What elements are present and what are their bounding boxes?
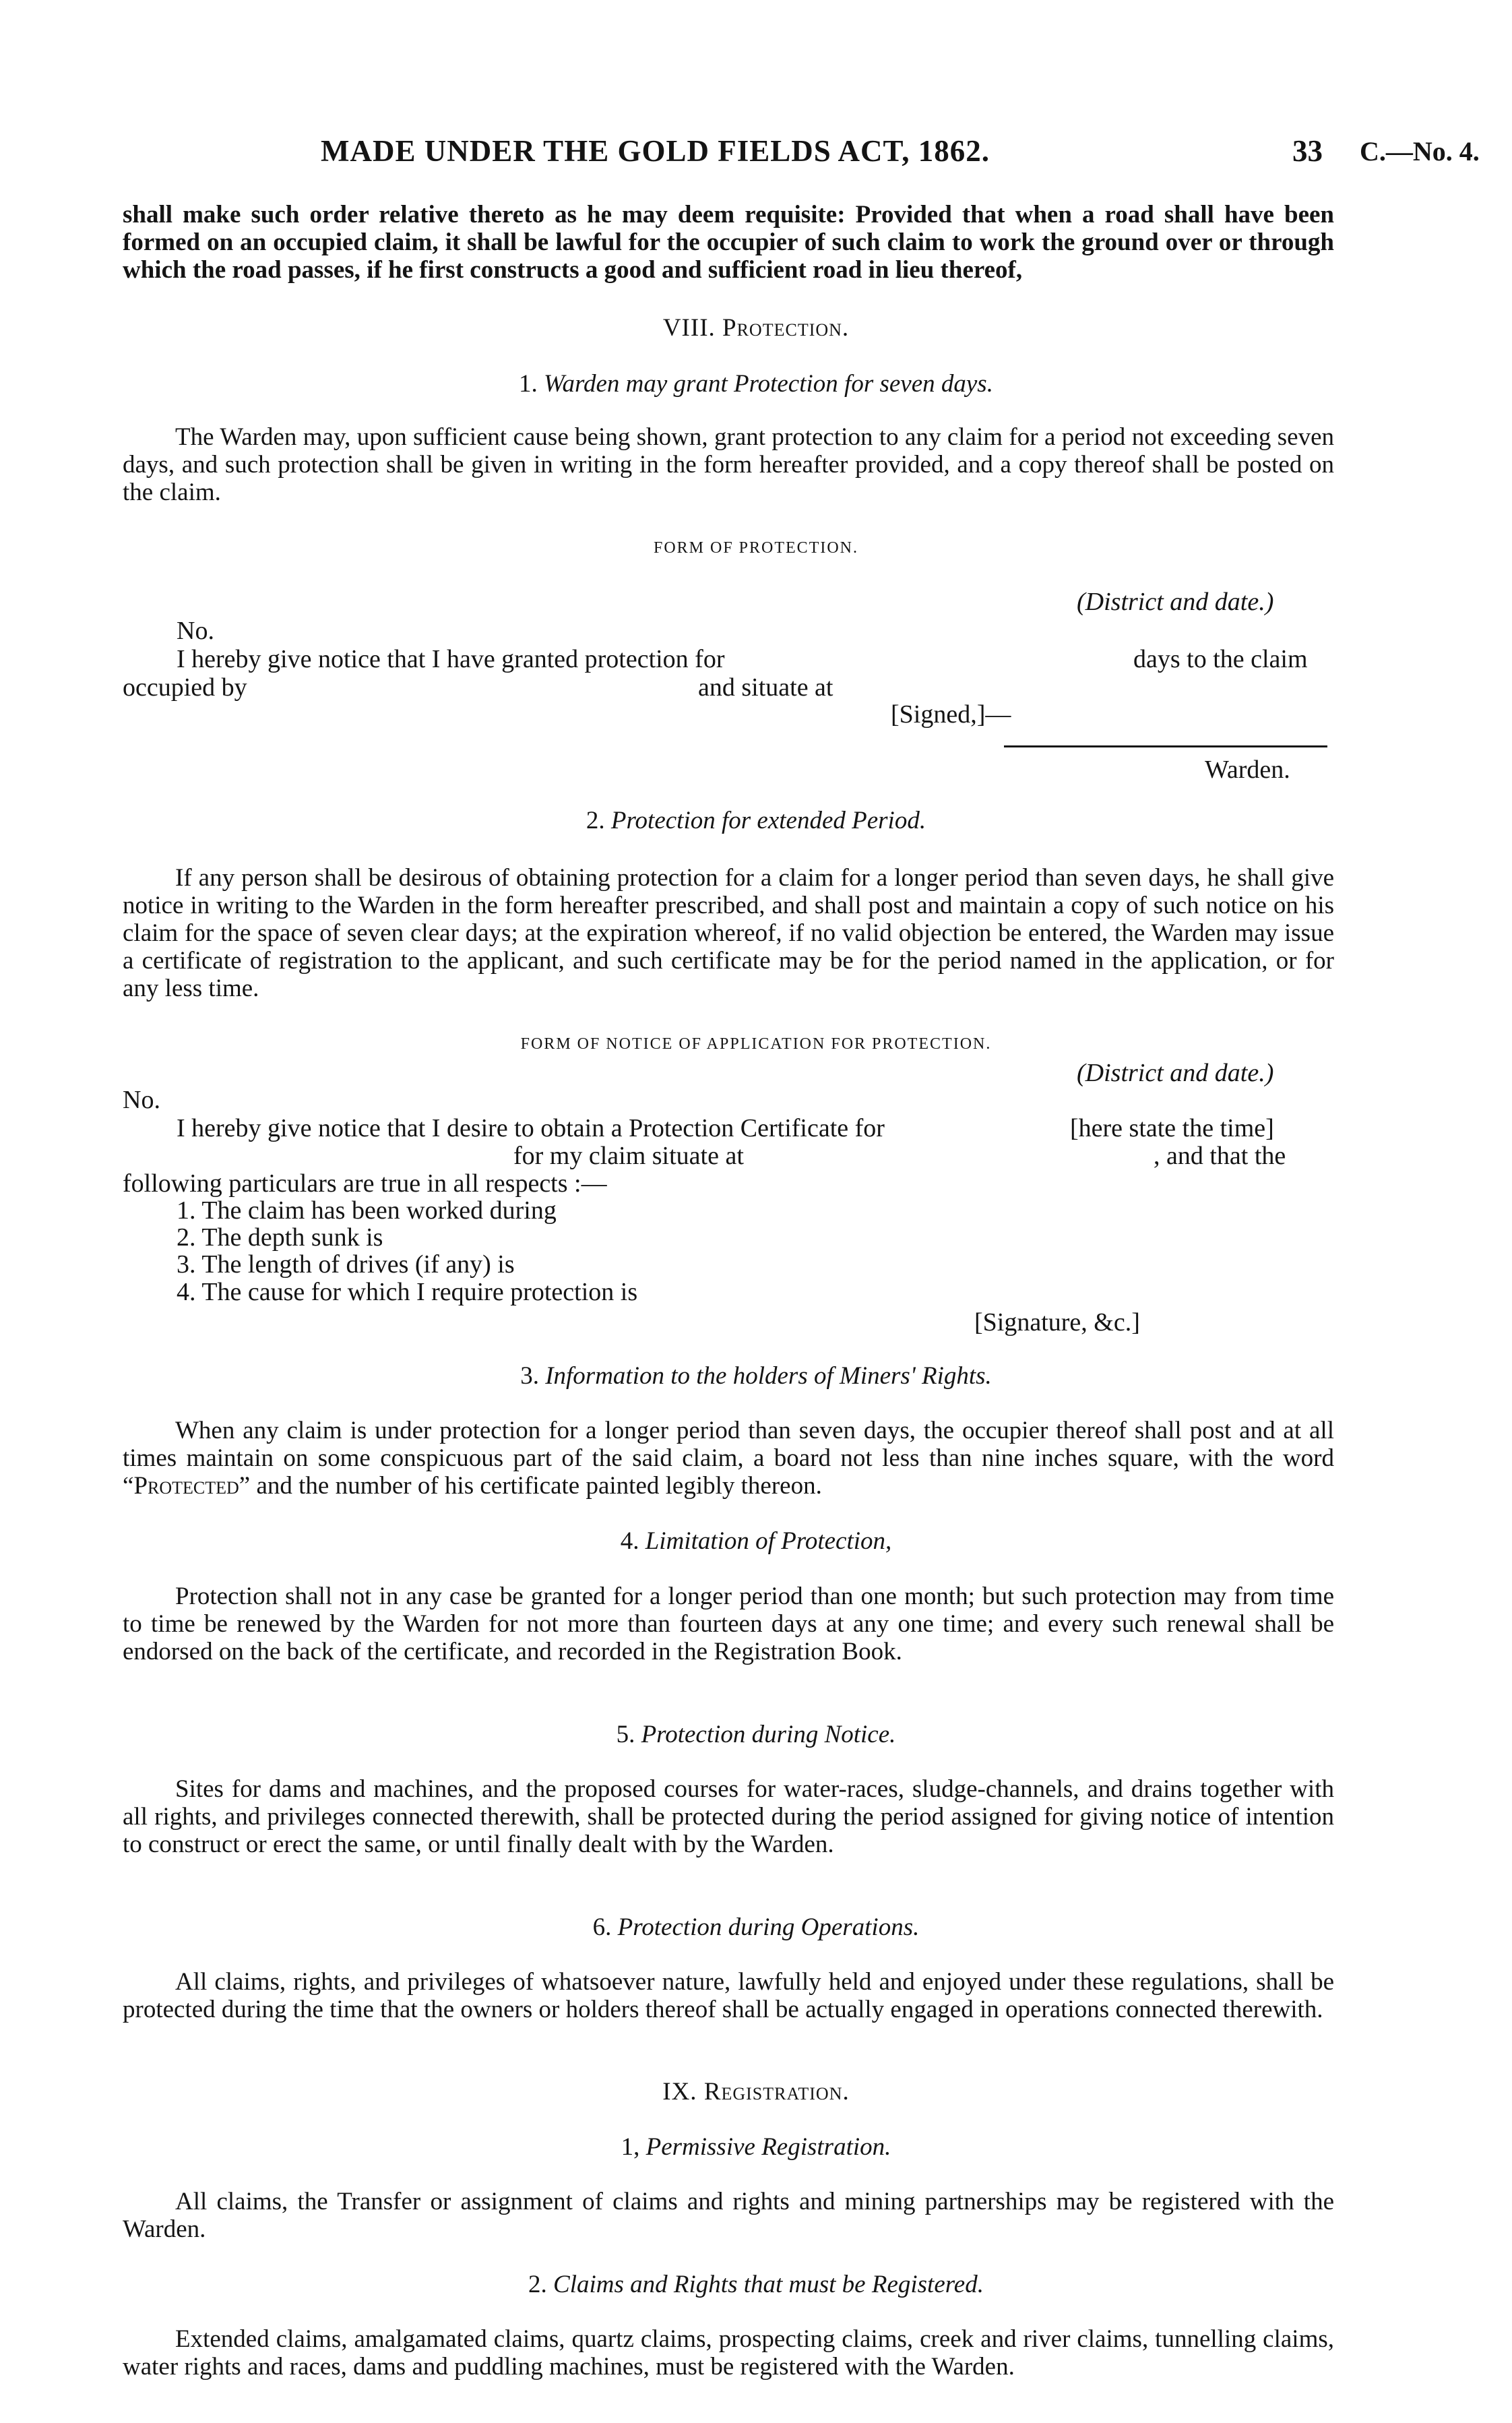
- notice-line-2-b: , and that the: [1154, 1142, 1286, 1170]
- registration-2-paragraph: Extended claims, amalgamated claims, quartz claims, prospecting claims, creek and river claims, tunnelling claims, water rights and races, dams and puddling machines, must be registered with the Warden.: [123, 2325, 1334, 2381]
- subsection-title: Permissive Registration.: [645, 2133, 891, 2161]
- subsection-1-paragraph: The Warden may, upon sufficient cause being shown, grant protection to any claim for a period not exceeding seven days, and such protection shall be given in writing in the form hereafter provided, and a copy thereof shall be posted on the claim.: [123, 423, 1334, 506]
- subsection-title: Claims and Rights that must be Registered.: [553, 2271, 984, 2298]
- subsection-2-paragraph: If any person shall be desirous of obtaining protection for a claim for a longer period than seven days, he shall give notice in writing to the Warden in the form hereafter prescribed, and shall post and maintain a copy of such notice on his claim for the space of seven clear days; at the expiration whereof, if no valid objection be entered, the Warden may issue a certificate of registration to the applicant, and such certificate may be for the period named in the application, or for any less time.: [123, 864, 1334, 1002]
- subsection-heading-5: [0, 1720, 1512, 1749]
- subsection-3-paragraph: [123, 1417, 1334, 1500]
- subsection-title: Protection during Operations.: [617, 1913, 920, 1941]
- notice-item: 2. The depth sunk is: [177, 1223, 383, 1252]
- subsection-number: 2.: [586, 807, 605, 834]
- section-numeral: VIII.: [662, 314, 716, 342]
- subsection-title: Information to the holders of Miners' Rights.: [545, 1362, 992, 1390]
- form-heading-protection: FORM OF PROTECTION.: [653, 539, 859, 557]
- protected-word: Protected: [133, 1472, 239, 1500]
- signature-placeholder: [Signature, &c.]: [974, 1308, 1140, 1337]
- section-heading-ix: [0, 2077, 1512, 2106]
- subsection-heading-2: [0, 806, 1512, 835]
- subsection-number: 2.: [528, 2271, 547, 2298]
- notice-item: 1. The claim has been worked during: [177, 1196, 557, 1225]
- subsection-number: 4.: [620, 1527, 639, 1555]
- subsection-heading-4: [0, 1527, 1512, 1556]
- subsection-number: 1,: [621, 2133, 640, 2161]
- notice-line-2-a: for my claim situate at: [513, 1142, 744, 1170]
- section-numeral: IX.: [662, 2078, 697, 2106]
- subsection-6-paragraph: All claims, rights, and privileges of whatsoever nature, lawfully held and enjoyed under these regulations, shall be protected during the time that the owners or holders thereof shall be actually engaged in operations connected therewith.: [123, 1968, 1334, 2023]
- form-line-2-a: occupied by: [123, 673, 247, 702]
- form-line-2-b: and situate at: [698, 673, 833, 702]
- subsection-number: 3.: [520, 1362, 539, 1390]
- notice-line-1-a: I hereby give notice that I desire to obtain a Protection Certificate for: [177, 1114, 885, 1142]
- subsection-4-paragraph: Protection shall not in any case be granted for a longer period than one month; but such protection may from time to time be renewed by the Warden for not more than fourteen days at any one time; and every such renewal shall be endorsed on the back of the certificate, and recorded in the Registration Book.: [123, 1583, 1334, 1665]
- notice-item: 3. The length of drives (if any) is: [177, 1250, 515, 1279]
- intro-paragraph: shall make such order relative thereto as he may deem requisite: Provided that when a road shall have been formed on an occupied claim, it shall be lawful for the occupier of such claim to work the ground over or through which the road passes, if he first constructs a good and sufficient road in lieu thereof,: [123, 201, 1334, 284]
- subsection-title: Warden may grant Protection for seven days.: [544, 370, 993, 398]
- section-title: Registration.: [703, 2078, 850, 2106]
- document-reference: C.—No. 4.: [1360, 136, 1480, 166]
- subsection-heading-1: [0, 369, 1512, 398]
- subsection-heading-3: [0, 1361, 1512, 1390]
- signed-label: [Signed,]—: [891, 700, 1011, 729]
- district-and-date: (District and date.): [1077, 588, 1274, 616]
- subsection-title: Protection for extended Period.: [610, 807, 926, 834]
- running-title: MADE UNDER THE GOLD FIELDS ACT, 1862.: [321, 134, 990, 168]
- notice-line-1-b: [here state the time]: [1070, 1114, 1274, 1142]
- form-no-label: No.: [177, 617, 214, 645]
- signature-line: [1004, 745, 1327, 747]
- page-number: 33: [1292, 134, 1323, 168]
- paragraph-text-b: ” and the number of his certificate painted legibly thereon.: [239, 1472, 822, 1500]
- paragraph-text-a: When any claim is under protection for a longer period than seven days, the occupier thereof shall post and at all times maintain on some conspicuous part of the said claim, a board not less than nine inches square, with the word “: [123, 1417, 1334, 1500]
- section-title: Protection.: [722, 314, 850, 342]
- form-line-1-b: days to the claim: [1133, 645, 1308, 673]
- subsection-title: Limitation of Protection,: [645, 1527, 892, 1555]
- registration-heading-1: [0, 2133, 1512, 2161]
- notice-item: 4. The cause for which I require protection is: [177, 1278, 638, 1306]
- notice-no-label: No.: [123, 1086, 160, 1114]
- warden-label: Warden.: [1205, 756, 1290, 784]
- notice-district-and-date: (District and date.): [1077, 1059, 1274, 1087]
- section-heading-viii: [0, 313, 1512, 342]
- subsection-title: Protection during Notice.: [641, 1721, 896, 1748]
- notice-line-3: following particulars are true in all respects :—: [123, 1169, 607, 1198]
- subsection-5-paragraph: Sites for dams and machines, and the proposed courses for water-races, sludge-channels, and drains together with all rights, and privileges connected therewith, shall be protected during the period assigned for giving notice of intention to construct or erect the same, or until finally dealt with by the Warden.: [123, 1775, 1334, 1858]
- registration-heading-2: [0, 2270, 1512, 2299]
- form-heading-notice: FORM OF NOTICE OF APPLICATION FOR PROTECTION.: [520, 1035, 992, 1053]
- subsection-number: 5.: [616, 1721, 635, 1748]
- subsection-heading-6: [0, 1913, 1512, 1942]
- subsection-number: 6.: [592, 1913, 612, 1941]
- registration-1-paragraph: All claims, the Transfer or assignment of claims and rights and mining partnerships may be registered with the Warden.: [123, 2188, 1334, 2243]
- form-line-1-a: I hereby give notice that I have granted protection for: [177, 645, 725, 673]
- subsection-number: 1.: [519, 370, 538, 398]
